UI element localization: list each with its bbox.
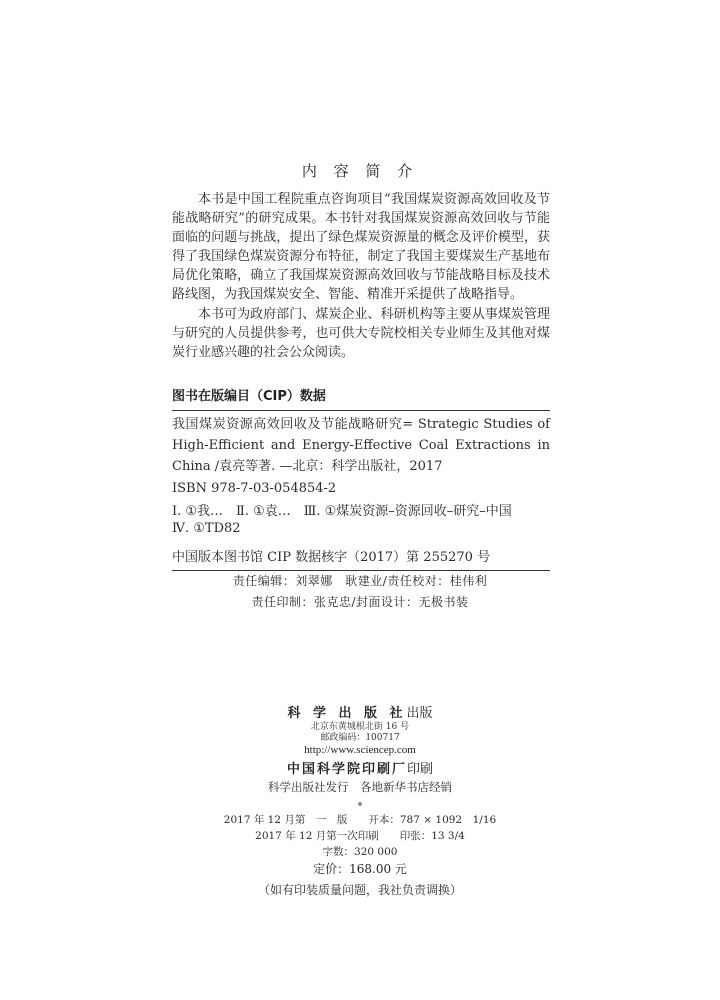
summary-paragraph-1: 本书是中国工程院重点咨询项目“我国煤炭资源高效回收及节能战略研究”的研究成果。本书针对我国煤炭资源高效回收与节能面临的问题与挑战，提出了绿色煤炭资源量的概念及评价模型，获得了我国绿色煤炭资源分布特征，制定了我国主要煤炭生产基地布局优化策略，确立了我国煤炭资源高效回收与节能战略目标及技术路线图，为我国煤炭安全、智能、精准开采提供了战略指导。 xyxy=(172,192,550,302)
printer-suffix: 印刷 xyxy=(407,762,434,777)
summary-paragraph-2: 本书可为政府部门、煤炭企业、科研机构等主要从事煤炭管理与研究的人员提供参考，也可供大专院校相关专业师生及其他对煤炭行业感兴趣的社会公众阅读。 xyxy=(172,307,550,360)
cip-isbn: ISBN 978-7-03-054854-2 xyxy=(172,481,337,496)
printer-name: 中国科学院印刷厂 xyxy=(286,762,407,777)
quality-note: （如有印装质量问题，我社负责调换） xyxy=(257,883,462,897)
cip-classification-2: Ⅳ. ①TD82 xyxy=(172,521,241,536)
publisher-address-block xyxy=(0,722,720,744)
editor-credits xyxy=(0,571,720,613)
publisher-url: http://www.sciencep.com xyxy=(304,744,416,756)
publisher-postcode: 邮政编码：100717 xyxy=(320,733,400,743)
cip-heading: 图书在版编目（CIP）数据 xyxy=(172,389,326,404)
cip-number: 中国版本图书馆 CIP 数据核字（2017）第 255270 号 xyxy=(172,550,491,565)
summary-title: 内 容 简 介 xyxy=(301,162,419,180)
edition-line: 2017 年 12 月第 一 版 开本：787 × 1092 1/16 xyxy=(223,814,497,826)
word-count: 字数：320 000 xyxy=(322,846,398,858)
printing-line: 2017 年 12 月第一次印刷 印张：13 3/4 xyxy=(255,830,465,842)
editor-credits-line-2: 责任印制：张克忠/封面设计：无极书装 xyxy=(251,595,469,609)
distribution-line: 科学出版社发行 各地新华书店经销 xyxy=(268,780,452,794)
separator-star: * xyxy=(357,801,363,812)
publisher-suffix: 出版 xyxy=(406,706,433,721)
publisher-line xyxy=(0,702,720,721)
cip-classification: Ⅰ. ①我… Ⅱ. ①袁… Ⅲ. ①煤炭资源–资源回收–研究–中国 xyxy=(172,504,512,519)
cip-entry: 我国煤炭资源高效回收及节能战略研究= Strategic Studies of High-Efficient and Energy-Effective Coal Extractions in China /袁亮等著. —北京：科学出版社，2017 xyxy=(172,417,550,474)
publisher-name: 科 学 出 版 社 xyxy=(287,706,407,721)
price: 定价：168.00 元 xyxy=(313,862,407,876)
cip-top-rule xyxy=(172,410,550,411)
printer-line xyxy=(0,758,720,777)
publisher-address: 北京东黄城根北街 16 号 xyxy=(310,722,410,732)
editor-credits-line-1: 责任编辑：刘翠娜 耿建业/责任校对：桂伟利 xyxy=(232,574,488,588)
